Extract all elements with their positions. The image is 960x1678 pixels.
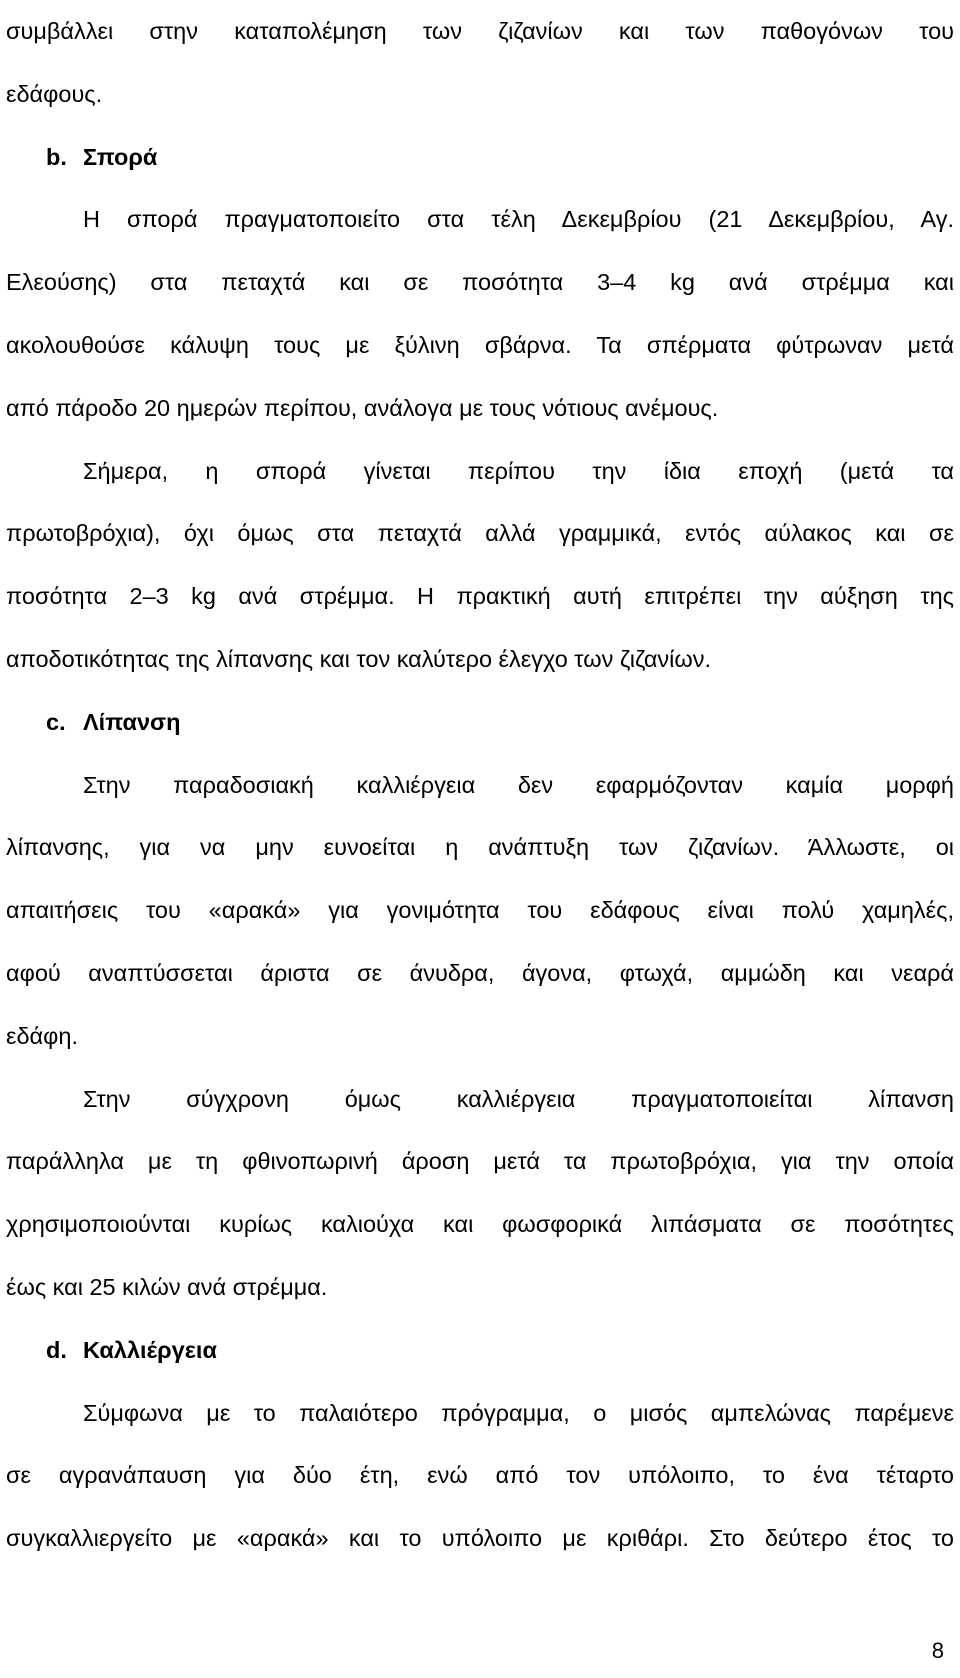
paragraph-line: συγκαλλιεργείτο με «αρακά» και το υπόλοιπο με κριθάρι. Στο δεύτερο έτος το (6, 1525, 954, 1552)
paragraph-line: ακολουθούσε κάλυψη τους με ξύλινη σβάρνα. Τα σπέρματα φύτρωναν μετά (6, 331, 954, 358)
paragraph-line: χρησιμοποιούνται κυρίως καλιούχα και φωσφορικά λιπάσματα σε ποσότητες (6, 1211, 954, 1238)
paragraph-line: Σύμφωνα με το παλαιότερο πρόγραμμα, ο μισός αμπελώνας παρέμενε (83, 1399, 954, 1426)
paragraph-line: Σήμερα, η σπορά γίνεται περίπου την ίδια εποχή (μετά τα (83, 457, 954, 484)
section-heading (6, 1319, 954, 1382)
paragraph-line: παράλληλα με τη φθινοπωρινή άροση μετά τα πρωτοβρόχια, για την οποία (6, 1148, 954, 1175)
paragraph-line: απαιτήσεις του «αρακά» για γονιμότητα του εδάφους είναι πολύ χαμηλές, (6, 897, 954, 924)
section-title: Λίπανση (83, 708, 181, 735)
section-title: Σπορά (83, 143, 158, 170)
paragraph-line: εδάφη. (6, 1022, 78, 1049)
section-marker: d. (46, 1336, 67, 1363)
paragraph-line: Ελεούσης) στα πεταχτά και σε ποσότητα 3–4 kg ανά στρέμμα και (6, 269, 954, 296)
section-marker: c. (46, 708, 66, 735)
paragraph-line: λίπανσης, για να μην ευνοείται η ανάπτυξη των ζιζανίων. Άλλωστε, οι (6, 834, 954, 861)
paragraph-line: Στην σύγχρονη όμως καλλιέργεια πραγματοποιείται λίπανση (83, 1085, 954, 1112)
paragraph-line: σε αγρανάπαυση για δύο έτη, ενώ από τον υπόλοιπο, το ένα τέταρτο (6, 1462, 954, 1489)
paragraph-line: εδάφους. (6, 80, 103, 107)
paragraph-line: Η σπορά πραγματοποιείτο στα τέλη Δεκεμβρίου (21 Δεκεμβρίου, Αγ. (83, 206, 954, 233)
paragraph-line: Στην παραδοσιακή καλλιέργεια δεν εφαρμόζονταν καμία μορφή (83, 771, 954, 798)
paragraph-line: συμβάλλει στην καταπολέμηση των ζιζανίων και των παθογόνων του (6, 18, 954, 44)
page-number: 8 (931, 1638, 944, 1663)
section-heading (6, 691, 954, 754)
section-title: Καλλιέργεια (83, 1336, 217, 1363)
paragraph-line: ποσότητα 2–3 kg ανά στρέμμα. Η πρακτική αυτή επιτρέπει την αύξηση της (6, 583, 954, 610)
paragraph-line: πρωτοβρόχια), όχι όμως στα πεταχτά αλλά γραμμικά, εντός αύλακος και σε (6, 520, 954, 547)
paragraph-line: αφού αναπτύσσεται άριστα σε άνυδρα, άγονα, φτωχά, αμμώδη και νεαρά (6, 959, 954, 986)
section-marker: b. (46, 143, 67, 170)
paragraph-line: από πάροδο 20 ημερών περίπου, ανάλογα με τους νότιους ανέμους. (6, 394, 719, 421)
paragraph-line: αποδοτικότητας της λίπανσης και τον καλύτερο έλεγχο των ζιζανίων. (6, 645, 711, 672)
body-text (6, 0, 954, 1570)
paragraph-line: έως και 25 κιλών ανά στρέμμα. (6, 1273, 328, 1300)
section-heading (6, 126, 954, 189)
